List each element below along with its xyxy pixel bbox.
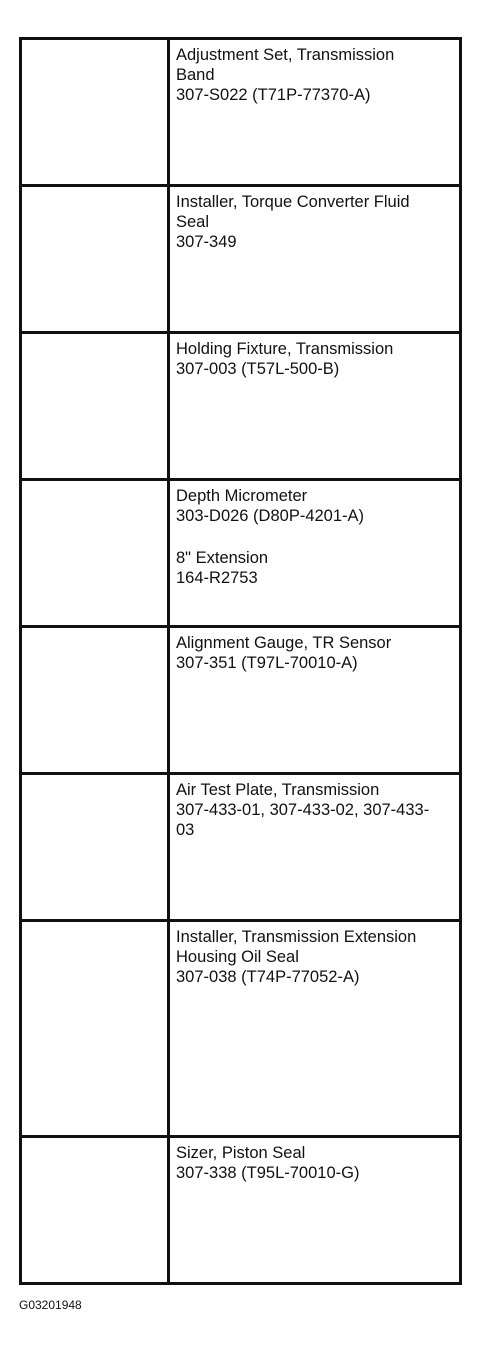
tool-description-cell (169, 921, 461, 1137)
tool-row (21, 333, 461, 480)
tool-image-cell (21, 333, 169, 480)
tool-number-line: 03 (176, 821, 195, 839)
tool-description-cell (169, 774, 461, 921)
tool-name-line: Depth Micrometer (176, 487, 308, 505)
tool-number-line: 307-338 (T95L-70010-G) (176, 1164, 360, 1182)
tool-name-line: Housing Oil Seal (176, 948, 299, 966)
tool-description-cell (169, 186, 461, 333)
tool-number-line: 164-R2753 (176, 569, 258, 587)
tool-name-line: Holding Fixture, Transmission (176, 340, 394, 358)
tool-description-cell (169, 627, 461, 774)
tool-description-cell (169, 333, 461, 480)
tool-name-line: 8" Extension (176, 549, 269, 567)
tool-number-line: 307-433-01, 307-433-02, 307-433- (176, 801, 430, 819)
tool-image-cell (21, 627, 169, 774)
tool-description-cell (169, 480, 461, 627)
tool-row (21, 1137, 461, 1284)
tool-description-cell (169, 1137, 461, 1284)
tool-name-line: Installer, Torque Converter Fluid (176, 193, 410, 211)
tool-name-line: Alignment Gauge, TR Sensor (176, 634, 392, 652)
tool-row (21, 627, 461, 774)
tool-number-line: 307-349 (176, 233, 237, 251)
tool-name-line: Air Test Plate, Transmission (176, 781, 380, 799)
tool-name-line: Seal (176, 213, 210, 231)
tool-row (21, 774, 461, 921)
line-spacer (176, 526, 455, 548)
figure-id: G03201948 (19, 1298, 82, 1312)
tool-row (21, 186, 461, 333)
tool-number-line: 307-003 (T57L-500-B) (176, 360, 340, 378)
tool-row (21, 480, 461, 627)
tool-image-cell (21, 1137, 169, 1284)
tool-name-line: Band (176, 66, 215, 84)
tool-image-cell (21, 39, 169, 186)
tool-name-line: Adjustment Set, Transmission (176, 46, 395, 64)
tool-row (21, 39, 461, 186)
tool-row (21, 921, 461, 1137)
tool-image-cell (21, 774, 169, 921)
tool-image-cell (21, 186, 169, 333)
tool-description-cell (169, 39, 461, 186)
tool-number-line: 307-351 (T97L-70010-A) (176, 654, 358, 672)
tool-name-line: Sizer, Piston Seal (176, 1144, 306, 1162)
tool-image-cell (21, 921, 169, 1137)
special-tools-table (19, 37, 462, 1285)
tool-number-line: 307-S022 (T71P-77370-A) (176, 86, 371, 104)
tool-name-line: Installer, Transmission Extension (176, 928, 417, 946)
tool-number-line: 303-D026 (D80P-4201-A) (176, 507, 365, 525)
tool-image-cell (21, 480, 169, 627)
tool-number-line: 307-038 (T74P-77052-A) (176, 968, 360, 986)
